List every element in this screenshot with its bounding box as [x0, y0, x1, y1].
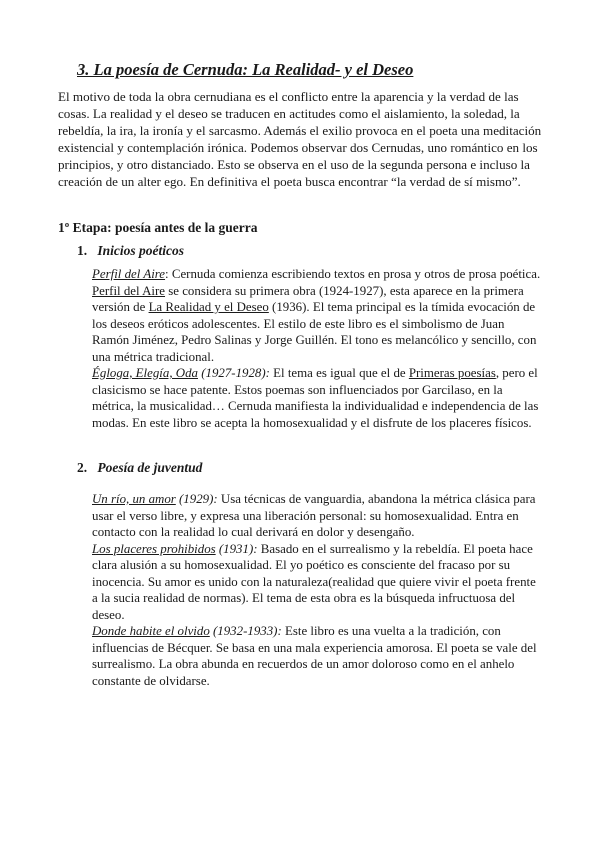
perfil-paragraph	[92, 266, 544, 365]
rio-years: (1929):	[175, 492, 218, 506]
perfil-title: Perfil del Aire	[92, 267, 166, 281]
olvido-title: Donde habite el olvido	[92, 624, 210, 638]
rio-paragraph	[92, 491, 544, 541]
egloga-text-1: El tema es igual que el de	[269, 366, 409, 380]
olvido-text: Este libro es una vuelta a la tradición, con influencias de Bécquer. Se basa en una mala experiencia amorosa. El poeta se vale del surrealismo. La obra abunda en recuerdos de un amor doloroso como en el anhelo constante de olvidarse.	[92, 624, 537, 688]
placeres-paragraph	[92, 541, 544, 624]
intro-paragraph: El motivo de toda la obra cernudiana es el conflicto entre la aparencia y la verdad de las cosas. La realidad y el deseo se traducen en actitudes como el aislamiento, la soledad, la rebeldía, la ira, la ironía y el sarcasmo. Además el exilio provoca en el poeta una meditación existencial y contemplación irónica. Podemos observar dos Cernudas, uno romántico en los principios, y otro distanciado. Esto se observa en el uso de la segunda persona e incluso la creación de un alter ego. En definitiva el poeta busca encontrar “la verdad de sí mismo”.	[58, 89, 542, 189]
perfil-text-1: : Cernuda comienza escribiendo textos en prosa y otros de prosa poética.	[165, 267, 541, 281]
egloga-ref-1: Primeras poesías	[408, 366, 496, 380]
olvido-paragraph	[92, 623, 544, 689]
section-2-title: Poesía de juventud	[97, 460, 203, 475]
placeres-title: Los placeres prohibidos	[92, 541, 216, 556]
perfil-text-3: (1936). El tema principal es la tímida evocación de los deseos eróticos adolescentes. El estilo de este libro es el simbolismo de Juan Ramón Jiménez, Pedro Salinas y Jorge Guillén. El tono es melancólico y sencillo, con una métrica tradicional.	[92, 300, 537, 364]
perfil-ref-1: Perfil del Aire	[92, 283, 166, 298]
stage-heading: 1º Etapa: poesía antes de la guerra	[58, 220, 258, 235]
section-2-heading	[77, 460, 202, 476]
rio-text: Usa técnicas de vanguardia, abandona la métrica clásica para usar el verso libre, y expresa una liberación personal: su homosexualidad. Entra en contacto con la realidad lo cual derivará en dolor y desengaño.	[92, 492, 536, 539]
egloga-title: Égloga, Elegía, Oda	[92, 366, 198, 380]
section-1-heading	[77, 243, 184, 259]
placeres-text: Basado en el surrealismo y la rebeldía. El poeta hace clara alusión a su homosexualidad. El yo poético es consciente del fracaso por su inocencia. Su amor es unido con la naturaleza(realidad que quiere vivir el poeta frente a la sucia realidad de normas). El tema de esta obra es la búsqueda infructuosa del deseo.	[92, 541, 536, 622]
section-1-number: 1.	[77, 243, 88, 258]
section-2-body	[92, 491, 544, 689]
egloga-text-2: , pero el clasicismo se hace patente. Estos poemas son influenciados por Garcilaso, en la métrica, la musicalidad… Cernuda manifiesta la individualidad e independencia de las modas. En este libro se acepta la homosexualidad y el disfrute de los placeres físicos.	[92, 366, 539, 430]
olvido-years: (1932-1933):	[209, 624, 282, 638]
section-1-body	[92, 266, 544, 431]
perfil-ref-2: La Realidad y el Deseo	[148, 300, 269, 314]
perfil-text-2: se considera su primera obra (1924-1927), esta aparece en la primera versión de	[92, 283, 524, 314]
egloga-paragraph	[92, 365, 544, 431]
rio-title: Un río, un amor	[92, 492, 176, 506]
section-1-title: Inicios poéticos	[97, 243, 184, 258]
placeres-years: (1931):	[215, 541, 258, 556]
section-2-number: 2.	[77, 460, 88, 475]
egloga-years: (1927-1928):	[197, 366, 270, 380]
page-title: 3. La poesía de Cernuda: La Realidad- y el Deseo	[77, 60, 414, 79]
